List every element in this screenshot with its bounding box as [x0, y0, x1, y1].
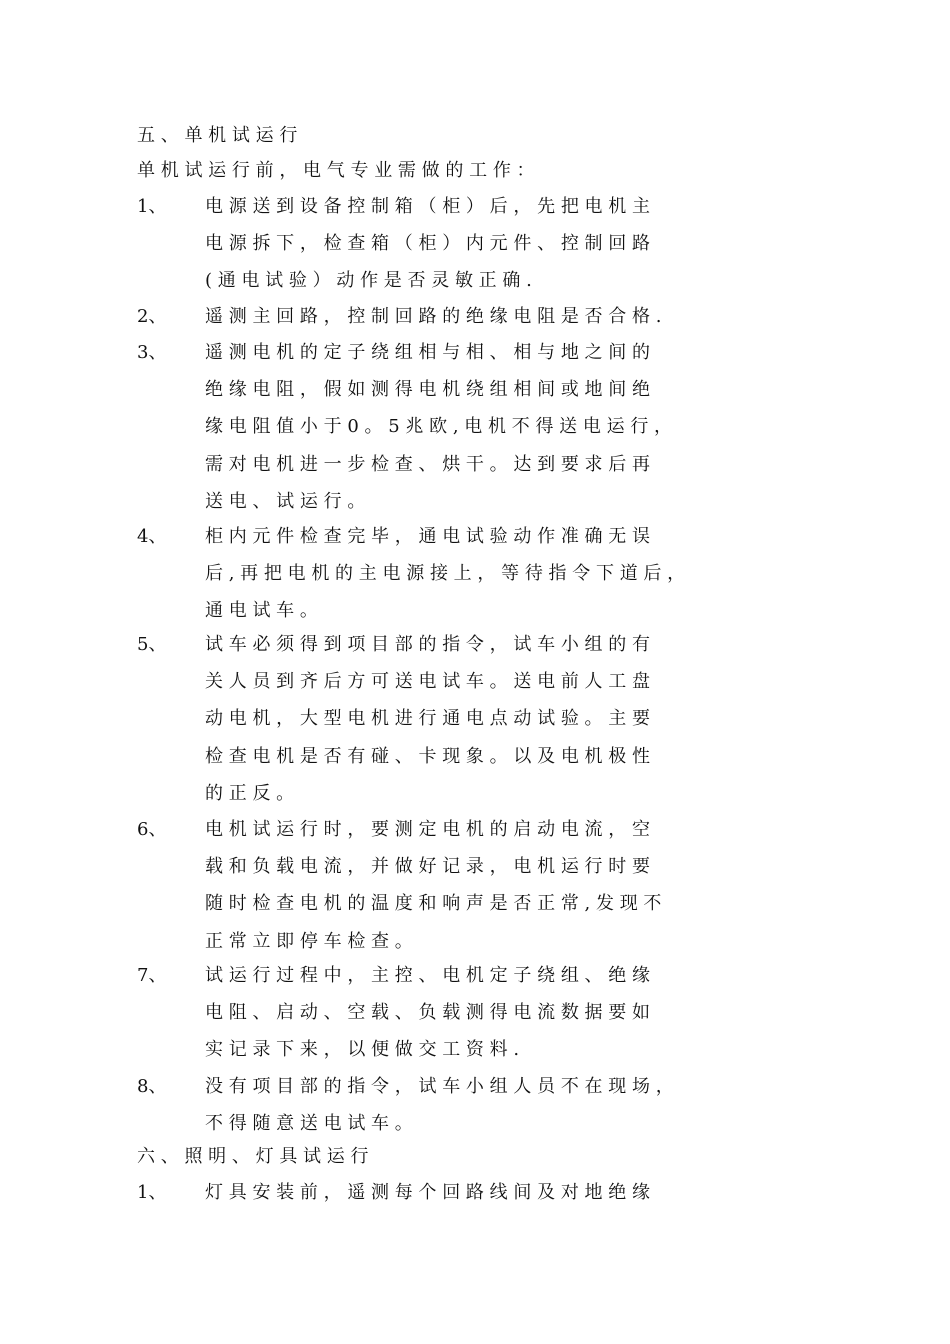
section-heading-5: 五 、 单 机 试 运 行 — [137, 125, 298, 146]
item-text-line: 正 常 立 即 停 车 检 查 。 — [205, 930, 413, 952]
item-number: 3、 — [137, 342, 167, 363]
item-text-line: 动 电 机 ， 大 型 电 机 进 行 通 电 点 动 试 验 。 主 要 — [205, 708, 650, 730]
item-number: 6、 — [137, 819, 167, 840]
item-number: 1、 — [137, 196, 167, 217]
item-text-line: 关 人 员 到 齐 后 方 可 送 电 试 车 。 送 电 前 人 工 盘 — [205, 671, 650, 693]
item-text-line: 遥 测 主 回 路 ， 控 制 回 路 的 绝 缘 电 阻 是 否 合 格 . — [205, 306, 662, 327]
item-text-line: 电 源 送 到 设 备 控 制 箱 （ 柜 ） 后 ， 先 把 电 机 主 — [205, 196, 650, 217]
item-text-line: 电 机 试 运 行 时 ， 要 测 定 电 机 的 启 动 电 流 ， 空 — [205, 819, 650, 840]
item-number: 4、 — [137, 526, 167, 547]
item-text-line: 检 查 电 机 是 否 有 碰 、 卡 现 象 。 以 及 电 机 极 性 — [205, 745, 650, 767]
item-number: 2、 — [137, 306, 167, 327]
item-text-line: 试 运 行 过 程 中 ， 主 控 、 电 机 定 子 绕 组 、 绝 缘 — [205, 965, 650, 986]
item-text-line: 电 阻 、 启 动 、 空 载 、 负 载 测 得 电 流 数 据 要 如 — [205, 1002, 650, 1024]
item-text-line: 没 有 项 目 部 的 指 令 ， 试 车 小 组 人 员 不 在 现 场 ， — [205, 1076, 674, 1097]
item-text-line: 后 , 再 把 电 机 的 主 电 源 接 上 ， 等 待 指 令 下 道 后 ， — [205, 563, 686, 585]
item-text-line: 灯 具 安 装 前 ， 遥 测 每 个 回 路 线 间 及 对 地 绝 缘 — [205, 1182, 650, 1203]
item-text-line: 通 电 试 车 。 — [205, 600, 318, 622]
item-text-line: 柜 内 元 件 检 查 完 毕 ， 通 电 试 验 动 作 准 确 无 误 — [205, 526, 650, 547]
item-text-line: ( 通 电 试 验 ） 动 作 是 否 灵 敏 正 确 . — [205, 270, 532, 292]
item-number: 1、 — [137, 1182, 167, 1203]
section-heading-6: 六 、 照 明 、 灯 具 试 运 行 — [137, 1146, 369, 1167]
item-text-line: 遥 测 电 机 的 定 子 绕 组 相 与 相 、 相 与 地 之 间 的 — [205, 342, 650, 363]
item-text-line: 试 车 必 须 得 到 项 目 部 的 指 令 ， 试 车 小 组 的 有 — [205, 634, 650, 655]
item-text-line: 载 和 负 载 电 流 ， 并 做 好 记 录 ， 电 机 运 行 时 要 — [205, 856, 650, 878]
item-text-line: 不 得 随 意 送 电 试 车 。 — [205, 1113, 413, 1135]
item-text-line: 绝 缘 电 阻 ， 假 如 测 得 电 机 绕 组 相 间 或 地 间 绝 — [205, 379, 650, 401]
item-text-line: 电 源 拆 下 ， 检 查 箱 （ 柜 ） 内 元 件 、 控 制 回 路 — [205, 233, 650, 255]
intro-line: 单 机 试 运 行 前 ， 电 气 专 业 需 做 的 工 作 ： — [137, 160, 535, 181]
item-number: 5、 — [137, 634, 167, 655]
item-text-line: 送 电 、 试 运 行 。 — [205, 490, 366, 512]
item-number: 8、 — [137, 1076, 167, 1097]
item-text-line: 需 对 电 机 进 一 步 检 查 、 烘 干 。 达 到 要 求 后 再 — [205, 453, 650, 475]
item-text-line: 的 正 反 。 — [205, 782, 295, 804]
item-text-line: 缘 电 阻 值 小 于 0 。 5 兆 欧 , 电 机 不 得 送 电 运 行 ， — [205, 416, 673, 438]
item-text-line: 实 记 录 下 来 ， 以 便 做 交 工 资 料 . — [205, 1039, 520, 1061]
item-number: 7、 — [137, 965, 167, 986]
item-text-line: 随 时 检 查 电 机 的 温 度 和 响 声 是 否 正 常 , 发 现 不 — [205, 893, 662, 915]
